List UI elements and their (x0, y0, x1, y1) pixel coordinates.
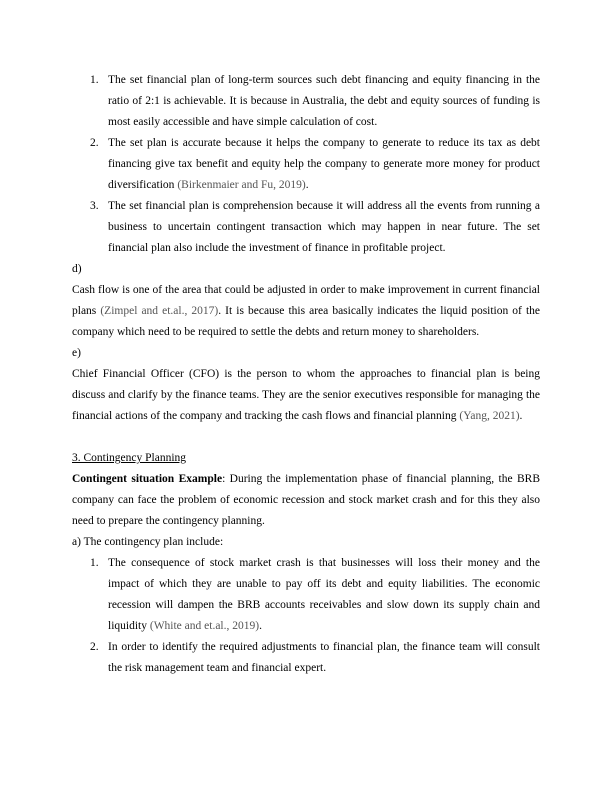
list-text: The set financial plan of long-term sources such debt financing and equity financing in the ratio of 2:1 is achievable. It is because in Australia, the debt and equity sources of funding is most easily accessible and have simple calculation of cost. (108, 74, 540, 128)
list-item (72, 133, 540, 196)
citation: (Birkenmaier and Fu, 2019) (177, 179, 306, 191)
list-number: 3. (90, 200, 99, 212)
list-text: In order to identify the required adjustments to financial plan, the finance team will consult the risk management team and financial expert. (108, 641, 540, 674)
paragraph-text-end: . (519, 410, 523, 422)
list-number: 1. (90, 74, 99, 86)
list-text-end: . (305, 179, 309, 191)
list-item (72, 637, 540, 679)
section-d-label: d) (72, 263, 82, 275)
paragraph-text-end: . It is because this area basically indicates the liquid position of the company which need to be required to settle the debts and return money to shareholders. (72, 305, 541, 338)
list-text: The set financial plan is comprehension because it will address all the events from running a business to uncertain contingent transaction which may happen in near future. The set financial plan also include the investment of finance in profitable project. (108, 200, 540, 254)
paragraph-text: : During the implementation phase of financial planning, the BRB company can face the problem of economic recession and stock market crash and for this they also need to prepare the contingency planning. (72, 473, 540, 527)
subsection-a-label: a) The contingency plan include: (72, 536, 224, 548)
section-d-paragraph (72, 280, 540, 343)
citation: (Yang, 2021) (459, 410, 520, 422)
example-label: Contingent situation Example (72, 473, 223, 485)
section-e-label: e) (72, 347, 81, 359)
spacer (72, 427, 540, 448)
list-item (72, 196, 540, 259)
paragraph-text: Cash flow is one of the area that could be adjusted in order to make improvement in current financial plans (72, 284, 540, 317)
list-item (72, 70, 540, 133)
list-number: 2. (90, 641, 99, 653)
citation: (Zimpel and et.al., 2017) (100, 305, 219, 317)
paragraph-text: Chief Financial Officer (CFO) is the person to whom the approaches to financial plan is being discuss and clarify by the finance teams. They are the senior executives responsible for managing the financial actions of the company and tracking the cash flows and financial planning (72, 368, 540, 422)
financial-plan-list (72, 70, 540, 259)
document-page (72, 70, 540, 679)
list-text: The consequence of stock market crash is that businesses will loss their money and the impact of which they are unable to pay off its debt and equity liabilities. The economic recession will dampen the BRB accounts receivables and slow down its supply chain and liquidity (108, 557, 540, 632)
list-number: 2. (90, 137, 99, 149)
list-text: The set plan is accurate because it helps the company to generate to reduce its tax as debt financing give tax benefit and equity help the company to generate more money for product diversification (108, 137, 540, 191)
section-e-paragraph (72, 364, 540, 427)
contingency-plan-list (72, 553, 540, 679)
citation: (White and et.al., 2019) (149, 620, 260, 632)
list-item (72, 553, 540, 637)
list-number: 1. (90, 557, 99, 569)
section-heading: 3. Contingency Planning (72, 452, 187, 464)
contingent-example-paragraph (72, 469, 540, 532)
list-text-end: . (259, 620, 262, 632)
